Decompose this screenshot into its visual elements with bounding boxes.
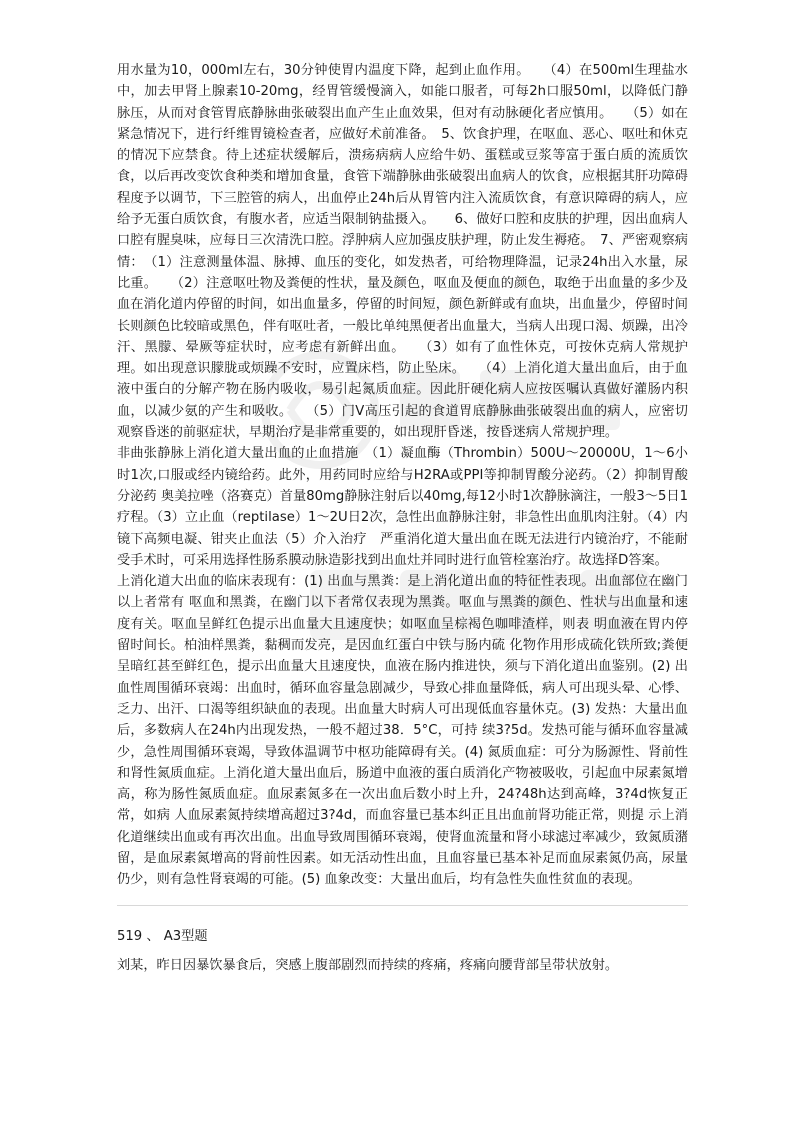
question-text: 刘某，昨日因暴饮暴食后，突感上腹部剧烈而持续的疼痛，疼痛向腰背部呈带状放射。: [117, 957, 619, 973]
clinical-manifestations-paragraph: 上消化道大出血的临床表现有：(1) 出血与黑粪：是上消化道出血的特征性表现。出血部位在幽门以上者常有 呕血和黑粪，在幽门以下者常仅表现为黑粪。呕血与黑粪的颜色、性状与出血量和速度有关。呕血呈鲜红色提示出血量大且速度快；如呕血呈棕褐色咖啡渣样，则表 明血液在胃内停留时间长。柏油样黑粪，黏稠而发亮，是因血红蛋白中铁与肠内硫 化物作用形成硫化铁所致;粪便呈暗红甚至鲜红色，提示出血量大且速度快，血液在肠内推进快，须与下消化道出血鉴别。(2) 出血性周围循环衰竭：出血时，循环血容量急剧减少，导致心排血量降低，病人可出现头晕、心悸、乏力、出汗、口渴等组织缺血的表现。出血量大时病人可出现低血容量休克。(3) 发热：大量出血后，多数病人在24h内出现发热，一般不超过38．5°C，可持 续3?5d。发热可能与循环血容量减少，急性周围循环衰竭，导致体温调节中枢功能障碍有关。(4) 氮质血症：可分为肠源性、肾前性和肾性氮质血症。上消化道大量出血后，肠道中血液的蛋白质消化产物被吸收，引起血中尿素氮增高，称为肠性氮质血症。血尿素氮多在一次出血后数小时上升，24?48h达到高峰，3?4d恢复正常，如病 人血尿素氮持续增高超过3?4d，而血容量已基本纠正且出血前肾功能正常，则提 示上消化道继续出血或有再次出血。出血导致周围循环衰竭，使肾血流量和肾小球滤过率减少，致氮质潴留，是血尿素氮增高的肾前性因素。如无活动性出血，且血容量已基本补足而血尿素氮仍高，尿量仍少，则有急性肾衰竭的可能。(5) 血象改变：大量出血后，均有急性失血性贫血的表现。: [117, 574, 688, 888]
hemostasis-measures-paragraph: 非曲张静脉上消化道大量出血的止血措施 （1）凝血酶（Thrombin）500U～20000U，1～6小时1次,口服或经内镜给药。此外，用药同时应给与H2RA或PPI等抑制胃酸分泌药。（2）抑制胃酸分泌药 奥美拉唑（洛赛克）首量80mg静脉注射后以40mg,每12小时1次静脉滴注，一般3～5日1疗程。（3）立止血（reptilase）1～2U日2次，急性出血静脉注射，非急性出血肌肉注射。（4）内镜下高频电凝、钳夹止血法（5）介入治疗 严重消化道大量出血在既无法进行内镜治疗，不能耐受手术时，可采用选择性肠系膜动脉造影找到出血灶并同时进行血管栓塞治疗。故选择D答案。: [117, 446, 688, 568]
section-divider: [117, 905, 688, 906]
document-page: [117, 60, 688, 976]
nursing-care-paragraph: 用水量为10，000ml左右，30分钟使胃内温度下降，起到止血作用。 （4）在500ml生理盐水中，加去甲肾上腺素10-20mg，经胃管缓慢滴入，如能口服者，可每2h口服50ml，以降低门静脉压，从而对食管胃底静脉曲张破裂出血产生止血效果，但对有动脉硬化者应慎用。 （5）如在紧急情况下，进行纤维胃镜检查者，应做好术前准备。 5、饮食护理，在呕血、恶心、呕吐和休克的情况下应禁食。待上述症状缓解后，溃疡病病人应给牛奶、蛋糕或豆浆等富于蛋白质的流质饮食，以后再改变饮食种类和增加食量，食管下端静脉曲张破裂出血病人的饮食，应根据其肝功障碍程度予以调节，下三腔管的病人，出血停止24h后从胃管内注入流质饮食，有意识障碍的病人，应给予无蛋白质饮食，有腹水者，应适当限制钠盐摄入。 6、做好口腔和皮肤的护理，因出血病人口腔有腥臭味，应每日三次清洗口腔。浮肿病人应加强皮肤护理，防止发生褥疮。 7、严密观察病情： （1）注意测量体温、脉搏、血压的变化，如发热者，可给物理降温，记录24h出入水量，尿比重。 （2）注意呕吐物及粪便的性状，量及颜色，呕血及便血的颜色，取绝于出血量的多少及血在消化道内停留的时间，如出血量多，停留的时间短，颜色新鲜或有血块，出血量少，停留时间长则颜色比较暗或黑色，伴有呕吐者，一般比单纯黑便者出血量大，当病人出现口渴、烦躁，出冷汗、黑朦、晕厥等症状时，应考虑有新鲜出血。 （3）如有了血性休克，可按休克病人常规护理。如出现意识朦胧或烦躁不安时，应置床档，防止坠床。 （4）上消化道大量出血后，由于血液中蛋白的分解产物在肠内吸收，易引起氮质血症。因此肝硬化病人应按医嘱认真做好灌肠内积血，以减少氨的产生和吸收。 （5）门V高压引起的食道胃底静脉曲张破裂出血的病人，应密切观察昏迷的前驱症状，早期治疗是非常重要的，如出现肝昏迷，按昏迷病人常规护理。: [117, 63, 688, 441]
question-title: 519 、 A3型题: [117, 928, 208, 944]
